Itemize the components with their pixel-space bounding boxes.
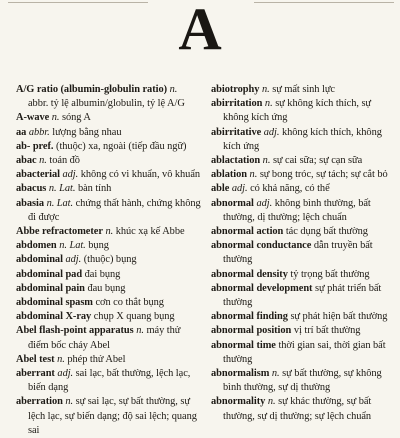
entry-headword: abac [16,155,37,167]
entry-headword: A/G ratio (albumin-globulin ratio) [16,84,167,95]
entry-grammar: n. [249,169,258,181]
dictionary-entry [211,282,397,310]
entry-definition: thời gian sai, thời gian bất [278,339,386,351]
entry-line [211,367,397,381]
entry-line [211,97,397,111]
entry-grammar: n. [51,112,60,124]
entry-line [16,83,204,97]
entry-grammar: adj. [231,183,248,195]
entry-headword: abdominal [16,254,63,266]
entry-headword: abnormal position [211,325,292,337]
entry-headword: abnormal finding [211,311,288,323]
left-column [16,83,204,438]
entry-definition: vị trí bất thường [293,325,361,337]
entry-headword: aberrant [16,368,55,380]
entry-grammar: n. [262,155,271,167]
entry-definition: sự không kích thích, sự [275,98,372,110]
dictionary-entry [16,225,204,239]
entry-definition-continued: abbr. tỷ lệ albumin/globulin, tỷ lệ A/G [28,98,185,110]
entry-headword: abdominal pain [16,282,85,294]
dictionary-entry [211,310,397,324]
dictionary-entry [16,111,204,125]
dictionary-entry [16,168,204,182]
entry-line [211,154,397,168]
entry-headword: abnormal development [211,282,313,294]
dictionary-entry [16,182,204,196]
dictionary-entry [211,395,397,423]
entry-definition: phép thử Abel [67,353,126,365]
entry-definition: sự khác thường, sự bất [278,396,372,408]
entry-definition: chứng thất hành, chứng không [75,197,201,209]
entry-headword: abnormal density [211,268,288,280]
entry-definition-continued: kích ứng [223,140,260,152]
entry-line [16,225,204,239]
entry-headword: A-wave [16,112,50,124]
entry-headword: Abbe refractometer [16,226,103,238]
entry-definition-continued: thường, dị thường; lệch chuẩn [223,211,347,223]
entry-grammar: n. [169,84,178,95]
entry-line [16,296,204,310]
dictionary-entry [211,83,397,97]
dictionary-entry [16,197,204,225]
entry-line [211,225,397,239]
dictionary-entry [211,268,397,282]
entry-headword: abirritation [211,98,263,110]
entry-grammar: n. [136,325,144,337]
entry-grammar: adj. [57,368,74,380]
entry-line [16,353,204,367]
entry-definition: không bình thường, bất [274,197,371,209]
entry-line [16,197,204,211]
entry-definition: tỷ trọng bất thường [290,268,370,280]
entry-definition: toán đồ [49,155,80,167]
entry-line [16,324,204,338]
dictionary-entry [16,353,204,367]
entry-definition: (thuộc) xa, ngoài (tiếp đầu ngữ) [56,140,187,152]
dictionary-entry [211,197,397,225]
dictionary-entry [211,168,397,182]
entry-definition: tác dụng bất thường [285,226,368,238]
entry-headword: able [211,183,230,195]
dictionary-entry [16,296,204,310]
entry-line [211,282,397,296]
entry-headword: abnormal [211,197,254,209]
entry-line [16,239,204,253]
entry-definition: sự bất thường, sự không [282,368,382,380]
section-letter-heading [0,0,400,66]
entry-definition: sự cai sữa; sự cạn sữa [272,155,363,167]
entry-line [211,182,397,196]
entry-line [16,111,204,125]
entry-line [16,367,204,381]
dictionary-entry [16,83,204,111]
dictionary-entry [16,268,204,282]
entry-grammar: adj. [263,126,280,138]
entry-definition: bàn tính [77,183,112,195]
entry-headword: ablactation [211,155,261,167]
entry-headword: ab- pref. [16,140,54,152]
entry-definition-continued: thường [223,353,253,365]
entry-definition: đai bụng [84,268,121,280]
entry-headword: abirritative [211,126,262,138]
entry-line [211,395,397,409]
entry-headword: abnormal time [211,339,276,351]
entry-line [16,154,204,168]
dictionary-entry [211,126,397,154]
entry-line [211,268,397,282]
dictionary-entry [16,140,204,154]
entry-grammar: n. [39,155,47,167]
dictionary-entry [211,97,397,125]
entry-definition: sự phát hiện bất thường [290,311,388,323]
entry-definition: sự bong tróc, sự tách; sự cắt bỏ [259,169,388,181]
entry-headword: Abel flash-point apparatus [16,325,134,337]
entry-headword: Abel test [16,353,55,365]
dictionary-entry [211,324,397,338]
dictionary-entry [211,367,397,395]
entry-line [16,282,204,296]
entry-grammar: n. [105,226,114,238]
entry-grammar: n. [65,396,74,408]
entry-headword: abiotrophy [211,84,260,95]
entry-definition-continued: thường [223,297,253,309]
entry-definition-continued: điểm bốc cháy Abel [28,339,110,351]
entry-headword: abnormal action [211,226,284,238]
dictionary-entry [16,324,204,352]
entry-line [16,168,204,182]
entry-grammar: n. Lat. [46,197,74,209]
entry-headword: abdomen [16,240,57,252]
entry-line [16,310,204,324]
entry-grammar: n. [261,84,270,95]
entry-definition: sóng A [62,112,91,124]
entry-line [211,83,397,97]
entry-definition: sự mất sinh lực [272,84,335,95]
entry-definition: khúc xạ kế Abbe [115,226,185,238]
entry-definition-continued: thường, sự dị thường; sự lệch chuẩn [223,410,372,422]
entry-grammar: adj. [62,169,79,181]
right-column [211,83,397,424]
entry-line [211,310,397,324]
entry-line [16,140,204,154]
entry-definition: sự phát triển bất [315,282,382,294]
dictionary-entry [211,339,397,367]
entry-line [16,395,204,409]
entry-definition: sự sai lạc, sự bất thường, sự [75,396,190,408]
entry-definition: bụng [88,240,109,252]
dictionary-entry [16,310,204,324]
entry-line [211,197,397,211]
entry-line [16,268,204,282]
dictionary-entry [16,395,204,438]
entry-grammar: n. [57,353,65,365]
entry-line [211,126,397,140]
entry-definition: máy thử [146,325,181,337]
entry-headword: abacterial [16,169,60,181]
entry-definition: sai lạc, bất thường, lệch lạc, [75,368,191,380]
section-letter: A [164,0,235,62]
entry-grammar: n. Lat. [59,240,86,252]
entry-grammar: adj. [256,197,273,209]
entry-grammar: adj. [65,254,82,266]
entry-headword: aa [16,126,27,138]
entry-definition-continued: không kích ứng [223,112,288,124]
entry-definition: dẫn truyền bất [313,240,373,252]
entry-definition-continued: bình thường, sự dị thường [223,382,331,394]
entry-headword: abdominal spasm [16,297,93,309]
dictionary-entry [16,253,204,267]
entry-grammar: n. Lat. [48,183,76,195]
entry-definition: đau bụng [87,282,126,294]
entry-headword: abacus [16,183,47,195]
entry-line [211,168,397,182]
entry-grammar: n. [271,368,280,380]
entry-definition: (thuộc) bụng [83,254,137,266]
dictionary-entry [211,225,397,239]
entry-definition: không có vi khuẩn, vô khuẩn [80,169,201,181]
entry-grammar: n. [264,98,273,110]
entry-definition-continued: biến dạng [28,382,69,394]
entry-definition: chụp X quang bụng [93,311,175,323]
dictionary-entry [16,282,204,296]
dictionary-entry [211,182,397,196]
dictionary-entry [16,154,204,168]
entry-headword: abnormality [211,396,266,408]
entry-line [16,253,204,267]
entry-grammar: abbr. [28,126,50,138]
entry-line [211,324,397,338]
entry-line [211,339,397,353]
entry-line [16,126,204,140]
dictionary-entry [16,239,204,253]
entry-definition: lượng bằng nhau [52,126,122,138]
entry-headword: abnormalism [211,368,270,380]
entry-headword: aberration [16,396,63,408]
entry-headword: abnormal conductance [211,240,312,252]
dictionary-entry [211,154,397,168]
entry-definition-continued: đi được [28,211,60,223]
dictionary-entry [16,126,204,140]
entry-grammar: n. [267,396,276,408]
entry-definition-continued: lệch lạc, sự biến dạng; độ sai lệch; quang sai [28,410,197,436]
entry-line [211,239,397,253]
entry-line [16,182,204,196]
entry-headword: abdominal X-ray [16,311,92,323]
entry-headword: abasia [16,197,44,209]
dictionary-entry [211,239,397,267]
entry-headword: abdominal pad [16,268,83,280]
entry-headword: ablation [211,169,247,181]
entry-definition-continued: thường [223,254,253,266]
entry-definition: có khả năng, có thể [250,183,330,195]
entry-definition: cơn co thắt bụng [95,297,164,309]
entry-definition: không kích thích, không [282,126,382,138]
dictionary-entry [16,367,204,395]
